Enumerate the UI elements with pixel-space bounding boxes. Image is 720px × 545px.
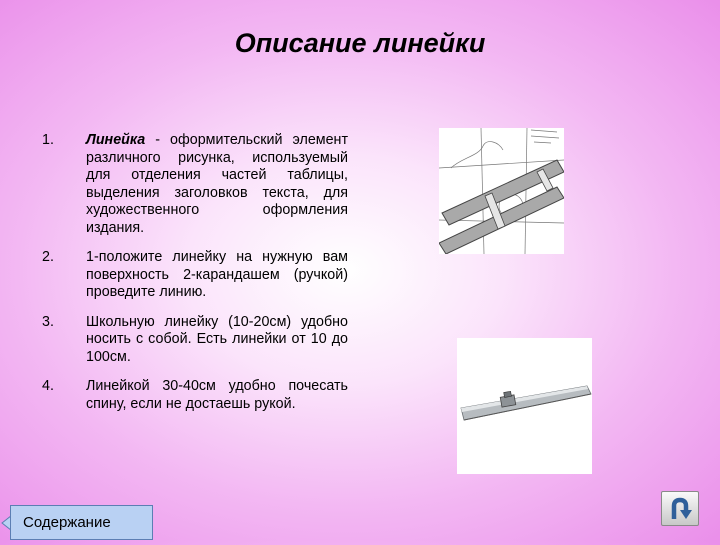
- contents-button[interactable]: [10, 505, 153, 540]
- item-text: 1-положите линейку на нужную вам поверхность 2-карандашем (ручкой) проведите линию.: [86, 249, 348, 300]
- item-number: 2.: [42, 249, 54, 265]
- list-item: [42, 378, 348, 413]
- item-number: 1.: [42, 132, 54, 148]
- description-list: [42, 132, 348, 425]
- item-text: Школьную линейку (10-20см) удобно носить с собой. Есть линейки от 10 до 100см.: [86, 313, 348, 365]
- item-text: - оформительский элемент различного рисунка, используемый для отделения частей таблицы, выделения заголовков текста, для художественного оформления издания.: [86, 132, 348, 236]
- return-button[interactable]: [661, 491, 699, 526]
- item-number: 3.: [42, 313, 54, 330]
- item-number: 4.: [42, 378, 54, 394]
- list-item: [42, 132, 348, 237]
- contents-button-label: Содержание: [23, 514, 111, 531]
- list-item: [42, 249, 348, 302]
- slide-title: Описание линейки: [234, 28, 486, 58]
- item-text: Линейкой 30-40см удобно почесать спину, если не достаешь рукой.: [86, 378, 348, 412]
- return-arrow-icon: [662, 492, 698, 525]
- metal-ruler-image: [457, 338, 592, 474]
- item-term: Линейка: [86, 132, 146, 148]
- ruler-drawing-image: [439, 128, 564, 254]
- list-item: [42, 314, 348, 367]
